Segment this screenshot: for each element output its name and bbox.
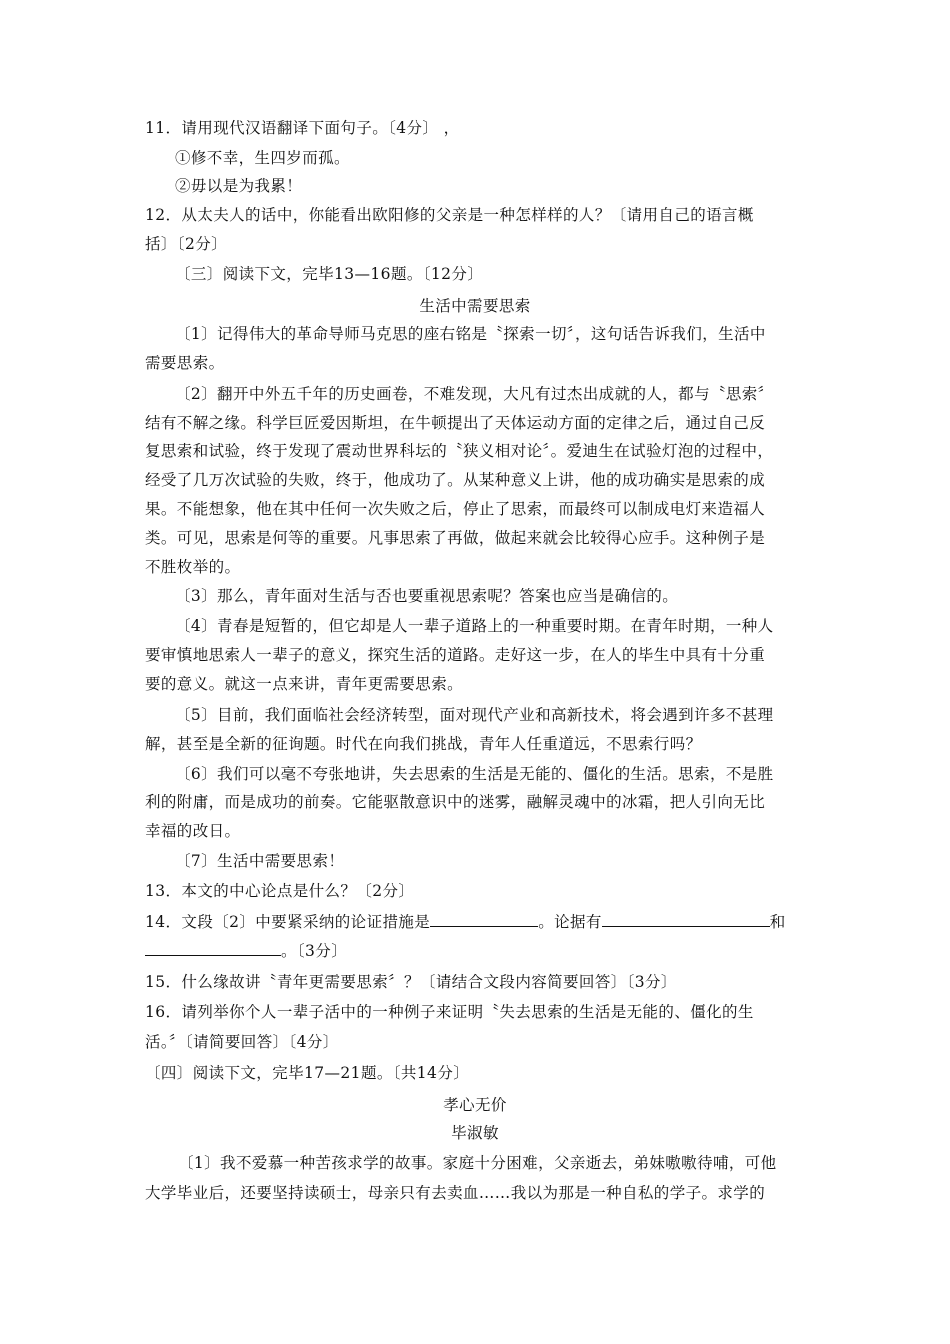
paragraph-2-line-3: 复思索和试验，终于发现了震动世界科坛的〝狭义相对论〞。爱迪生在试验灯泡的过程中，: [145, 442, 774, 460]
question-14-prompt: 14．文段〔2〕中要紧采纳的论证措施是: [145, 913, 431, 931]
section-4-author: 毕淑敏: [451, 1124, 499, 1142]
paragraph-2-line-4: 经受了几万次试验的失败，终于，他成功了。从某种意义上讲，他的成功确实是思索的成: [145, 471, 766, 489]
question-11: 11．请用现代汉语翻译下面句子。〔4分〕 ，: [145, 119, 460, 137]
paragraph-6-line-2: 利的附庸，而是成功的前奏。它能驱散意识中的迷雾，融解灵魂中的冰霜，把人引向无比: [145, 793, 766, 811]
question-12-line-1: 12．从太夫人的话中，你能看出欧阳修的父亲是一种怎样样的人？〔请用自己的语言概: [145, 206, 754, 224]
question-14-score: 。〔3分〕: [281, 942, 348, 960]
paragraph-6-line-3: 幸福的改日。: [145, 822, 241, 840]
paragraph-1-line-2: 需要思索。: [145, 354, 225, 372]
paragraph-3-line-1: 〔3〕那么，青年面对生活与否也要重视思索呢？答案也应当是确信的。: [175, 587, 679, 605]
question-14-line-1: [145, 912, 786, 932]
question-14-evidence-label: 。论据有: [538, 913, 602, 931]
section-4-heading: 〔四〕阅读下文，完毕17—21题。〔共14分〕: [145, 1064, 470, 1082]
paragraph-4-line-3: 要的意义。就这一点来讲，青年更需要思索。: [145, 675, 464, 693]
paragraph-4-line-1: 〔4〕青春是短暂的，但它却是人一辈子道路上的一种重要时期。在青年时期，一种人: [175, 617, 774, 635]
section-3-heading: 〔三〕阅读下文，完毕13—16题。〔12分〕: [175, 265, 484, 283]
question-11-sentence-2: ②毋以是为我累！: [175, 177, 303, 195]
section-4-title: 孝心无价: [443, 1096, 507, 1114]
answer-blank-evidence-2[interactable]: [145, 941, 281, 956]
question-16-line-1: 16．请列举你个人一辈子活中的一种例子来证明〝失去思索的生活是无能的、僵化的生: [145, 1003, 754, 1021]
question-14-line-2: [145, 941, 347, 961]
paragraph-2-line-7: 不胜枚举的。: [145, 558, 241, 576]
section-4-paragraph-1-line-1: 〔1〕我不爱慕一种苦孩求学的故事。家庭十分困难，父亲逝去，弟妹嗷嗷待哺，可他: [178, 1154, 777, 1172]
paragraph-1-line-1: 〔1〕记得伟大的革命导师马克思的座右铭是〝探索一切〞，这句话告诉我们，生活中: [175, 325, 766, 343]
answer-blank-method[interactable]: [430, 912, 538, 927]
answer-blank-evidence-1[interactable]: [602, 912, 770, 927]
paragraph-2-line-1: 〔2〕翻开中外五千年的历史画卷，不难发现，大凡有过杰出成就的人，都与〝思索〞: [175, 385, 774, 403]
paragraph-2-line-6: 类。可见，思索是何等的重要。凡事思索了再做，做起来就会比较得心应手。这种例子是: [145, 529, 766, 547]
question-13: 13．本文的中心论点是什么？〔2分〕: [145, 882, 415, 900]
question-14-and: 和: [769, 913, 786, 931]
paragraph-5-line-1: 〔5〕目前，我们面临社会经济转型，面对现代产业和高新技术，将会遇到许多不甚理: [175, 706, 774, 724]
section-3-title: 生活中需要思索: [419, 297, 531, 315]
paragraph-6-line-1: 〔6〕我们可以毫不夸张地讲，失去思索的生活是无能的、僵化的生活。思索，不是胜: [175, 765, 774, 783]
question-16-line-2: 活。〞〔请简要回答〕〔4分〕: [145, 1033, 339, 1051]
section-4-paragraph-1-line-2: 大学毕业后，还要坚持读硕士，母亲只有去卖血……我以为那是一种自私的学子。求学的: [145, 1184, 766, 1202]
paragraph-2-line-5: 果。不能想象，他在其中任何一次失败之后，停止了思索，而最终可以制成电灯来造福人: [145, 500, 766, 518]
paragraph-4-line-2: 要审慎地思索人一辈子的意义，探究生活的道路。走好这一步，在人的毕生中具有十分重: [145, 646, 766, 664]
paragraph-5-line-2: 解，甚至是全新的征询题。时代在向我们挑战，青年人任重道远，不思索行吗？: [145, 735, 702, 753]
question-15: 15．什么缘故讲〝青年更需要思索〞？〔请结合文段内容简要回答〕〔3分〕: [145, 973, 677, 991]
paragraph-2-line-2: 结有不解之缘。科学巨匠爱因斯坦，在牛顿提出了天体运动方面的定律之后，通过自己反: [145, 414, 766, 432]
question-12-line-2: 括〕〔2分〕: [145, 235, 228, 253]
paragraph-7-line-1: 〔7〕生活中需要思索！: [175, 852, 345, 870]
question-11-sentence-1: ①修不幸，生四岁而孤。: [175, 149, 350, 167]
